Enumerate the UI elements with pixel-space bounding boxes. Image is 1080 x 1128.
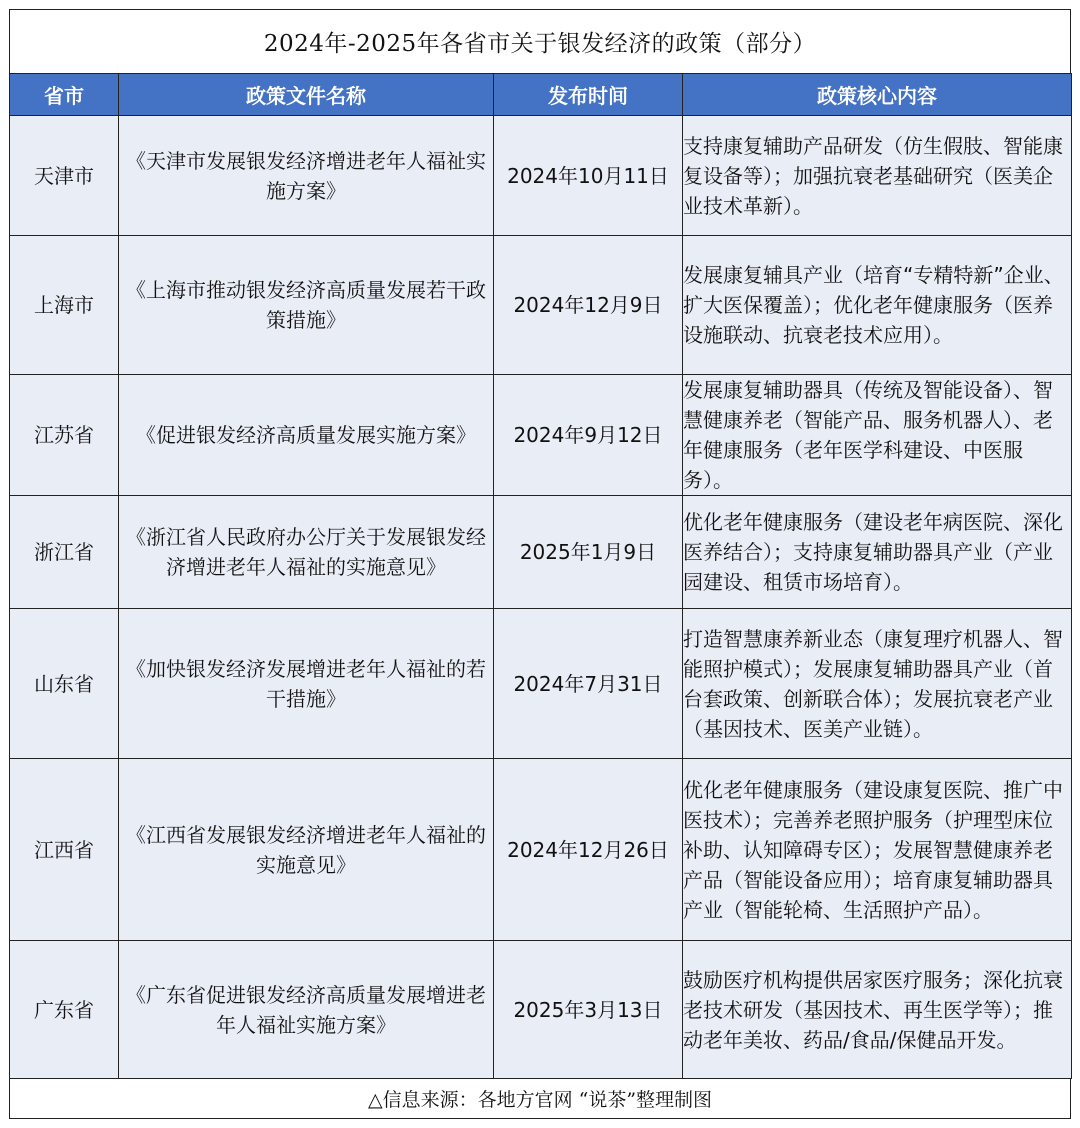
date-cell: 2024年7月31日 bbox=[494, 609, 683, 759]
date-cell: 2024年12月9日 bbox=[494, 236, 683, 375]
table-row bbox=[10, 609, 1072, 759]
source-note: △信息来源：各地方官网 “说茶”整理制图 bbox=[367, 1088, 713, 1111]
content-cell: 优化老年健康服务（建设康复医院、推广中医技术）；完善养老照护服务（护理型床位补助、认知障碍专区）；发展智慧健康养老产品（智能设备应用）；培育康复辅助器具产业（智能轮椅、生活照护产品）。 bbox=[683, 759, 1072, 941]
province-cell: 江西省 bbox=[10, 759, 119, 941]
column-header-date: 发布时间 bbox=[494, 74, 683, 116]
content-cell: 发展康复辅助器具（传统及智能设备）、智慧健康养老（智能产品、服务机器人）、老年健康服务（老年医学科建设、中医服务）。 bbox=[683, 375, 1072, 496]
table-row bbox=[10, 941, 1072, 1079]
content-cell: 支持康复辅助产品研发（仿生假肢、智能康复设备等）；加强抗衰老基础研究（医美企业技术革新）。 bbox=[683, 116, 1072, 236]
column-header-province: 省市 bbox=[10, 74, 119, 116]
table-row bbox=[10, 236, 1072, 375]
province-cell: 上海市 bbox=[10, 236, 119, 375]
policy-table bbox=[9, 73, 1072, 1079]
table-row bbox=[10, 116, 1072, 236]
content-cell: 鼓励医疗机构提供居家医疗服务；深化抗衰老技术研发（基因技术、再生医学等）；推动老年美妆、药品/食品/保健品开发。 bbox=[683, 941, 1072, 1079]
table-title: 2024年-2025年各省市关于银发经济的政策（部分） bbox=[263, 30, 817, 57]
date-cell: 2025年3月13日 bbox=[494, 941, 683, 1079]
date-cell: 2024年10月11日 bbox=[494, 116, 683, 236]
document-cell: 《天津市发展银发经济增进老年人福祉实施方案》 bbox=[119, 116, 494, 236]
content-cell: 优化老年健康服务（建设老年病医院、深化医养结合）；支持康复辅助器具产业（产业园建设、租赁市场培育）。 bbox=[683, 496, 1072, 609]
table-row bbox=[10, 496, 1072, 609]
date-cell: 2024年12月26日 bbox=[494, 759, 683, 941]
document-cell: 《广东省促进银发经济高质量发展增进老年人福祉实施方案》 bbox=[119, 941, 494, 1079]
content-cell: 打造智慧康养新业态（康复理疗机器人、智能照护模式）；发展康复辅助器具产业（首台套政策、创新联合体）；发展抗衰老产业（基因技术、医美产业链）。 bbox=[683, 609, 1072, 759]
document-cell: 《江西省发展银发经济增进老年人福祉的实施意见》 bbox=[119, 759, 494, 941]
date-cell: 2024年9月12日 bbox=[494, 375, 683, 496]
table-row bbox=[10, 375, 1072, 496]
province-cell: 浙江省 bbox=[10, 496, 119, 609]
province-cell: 江苏省 bbox=[10, 375, 119, 496]
date-cell: 2025年1月9日 bbox=[494, 496, 683, 609]
document-cell: 《加快银发经济发展增进老年人福祉的若干措施》 bbox=[119, 609, 494, 759]
document-cell: 《促进银发经济高质量发展实施方案》 bbox=[119, 375, 494, 496]
document-cell: 《上海市推动银发经济高质量发展若干政策措施》 bbox=[119, 236, 494, 375]
document-cell: 《浙江省人民政府办公厅关于发展银发经济增进老年人福祉的实施意见》 bbox=[119, 496, 494, 609]
content-cell: 发展康复辅具产业（培育“专精特新”企业、扩大医保覆盖）；优化老年健康服务（医养设施联动、抗衰老技术应用）。 bbox=[683, 236, 1072, 375]
province-cell: 广东省 bbox=[10, 941, 119, 1079]
province-cell: 山东省 bbox=[10, 609, 119, 759]
column-header-document: 政策文件名称 bbox=[119, 74, 494, 116]
column-header-content: 政策核心内容 bbox=[683, 74, 1072, 116]
table-row bbox=[10, 759, 1072, 941]
province-cell: 天津市 bbox=[10, 116, 119, 236]
header-row bbox=[10, 74, 1072, 116]
